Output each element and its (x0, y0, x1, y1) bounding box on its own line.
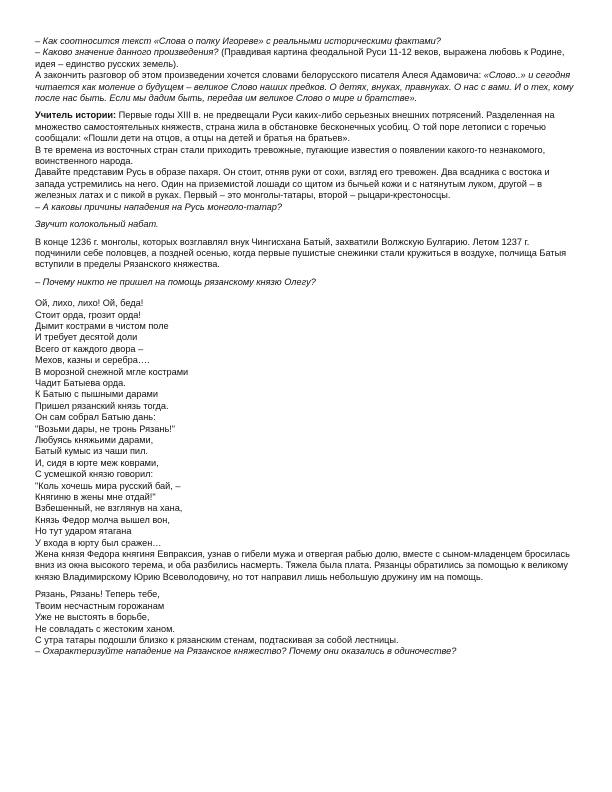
paragraph-text: Первые годы XIII в. не предвещали Руси каких-либо серьезных внешних потрясений. Разделенная на множество самостоятельных княжеств, страна жила в обстановке бесконечных усобиц. О той поре летописи с горечью сообщали: «Пошли дети на отцов, а отцы на детей и братья на братьев». (35, 110, 555, 144)
closing-paragraph (35, 70, 575, 104)
poem-line: Взбешенный, не взглянув на хана, (35, 503, 183, 514)
poem-line: Батый кумыс из чаши пил. (35, 446, 148, 457)
question-text: – Как соотносится текст «Слова о полку Игореве» с реальными историческими фактами? (35, 36, 441, 46)
poem-line: "Возьми дары, не тронь Рязань!" (35, 423, 176, 434)
poem-line: Князь Федор молча вышел вон, (35, 514, 170, 525)
question-text: – Каково значение данного произведения? (35, 47, 219, 58)
teacher-paragraph (35, 110, 575, 144)
paragraph: В конце 1236 г. монголы, которых возглавлял внук Чингисхана Батый, захватили Волжскую Булгарию. Летом 1237 г. подчинили себе половцев, а поздней осенью, когда первые пушистые снежинки стали кружиться в воздухе, полчища Батыя вступили в пределы Рязанского княжества. (35, 236, 567, 270)
question-text: – А каковы причины нападения на Русь монголо-татар? (35, 201, 283, 212)
answer-text: (Правдивая картина феодальной Руси 11-12 веков, выражена любовь к Родине, идея – единство русских земель). (35, 47, 565, 69)
document-page (35, 36, 575, 658)
poem-block (35, 298, 575, 549)
poem-line: С усмешкой князю говорил: (35, 469, 154, 480)
poem-line: Не совладать с жестоким ханом. (35, 623, 175, 634)
closing-intro: А закончить разговор об этом произведении хочется словами белорусского писателя Алеся Адамовича: (35, 70, 484, 81)
poem-line: Ой, лихо, лихо! Ой, беда! (35, 298, 144, 309)
paragraph: Жена князя Федора княгиня Евпраксия, узнав о гибели мужа и отвергая рабью долю, вместе с сыном-младенцем бросилась вниз из окна высокого терема, и оба разбились насмерть. Тяжела была плата. Рязанцы обратились за помощью к великому князю Владимирскому Юрию Всеволодовичу, но тот направил лишь небольшую дружину им на помощь. (35, 549, 570, 582)
question-text: – Охарактеризуйте нападение на Рязанское княжество? Почему они оказались в одиночестве? (35, 646, 457, 657)
poem-line: Он сам собрал Батыю дань: (35, 412, 156, 423)
poem-line: К Батыю с пышными дарами (35, 389, 159, 400)
paragraph: С утра татары подошли близко к рязанским стенам, подтаскивая за собой лестницы. (35, 634, 399, 645)
poem-line: Всего от каждого двора – (35, 343, 144, 354)
poem-line: Мехов, казны и серебра…. (35, 355, 150, 366)
poem-line: Пришел рязанский князь тогда. (35, 400, 169, 411)
poem-block (35, 589, 575, 635)
question-text: – Почему никто не пришел на помощь рязанскому князю Олегу? (35, 276, 316, 287)
poem-line: Стоит орда, грозит орда! (35, 309, 141, 320)
question-with-answer (35, 47, 575, 70)
poem-line: Рязань, Рязань! Теперь тебе, (35, 589, 160, 600)
poem-line: "Коль хочешь мира русский бай, – (35, 480, 181, 491)
poem-line: Чадит Батыева орда. (35, 377, 126, 388)
adamovich-quote: «Слово..» и сегодня читается как моление о будущем – великое Слово наших предков. О детях, внуках, правнуках. О нас с вами. И о тех, кому после нас быть. Если мы дадим быть, передав им великое Слово о мире и братстве». (35, 70, 574, 104)
poem-line: Княгиню в жены мне отдай!" (35, 492, 156, 503)
paragraph: Давайте представим Русь в образе пахаря. Он стоит, отняв руки от сохи, взгляд его тревожен. Два всадника с востока и запада устремились на него. Один на приземистой лошади со щитом из бычьей кожи и с натянутым луком, другой – в железных латах и с пикой в руках. Первый – это монголы-татары, второй – рыцари-крестоносцы. (35, 167, 550, 201)
poem-line: И, сидя в юрте меж коврами, (35, 457, 159, 468)
paragraph: В те времена из восточных стран стали приходить тревожные, пугающие известия о появлении какого-то незнакомого, воинственного народа. (35, 144, 546, 167)
poem-line: Любуясь княжьими дарами, (35, 435, 154, 445)
poem-line: Дымит кострами в чистом поле (35, 320, 169, 331)
poem-line: У входа в юрту был сражен… (35, 537, 162, 548)
poem-line: Твоим несчастным горожанам (35, 600, 165, 611)
poem-line: Но тут ударом ятагана (35, 526, 132, 537)
poem-line: В морозной снежной мгле кострами (35, 366, 189, 377)
speaker-label: Учитель истории: (35, 110, 117, 121)
poem-line: И требует десятой доли (35, 332, 138, 343)
stage-direction: Звучит колокольный набат. (35, 219, 159, 230)
poem-line: Уже не выстоять в борьбе, (35, 612, 150, 623)
